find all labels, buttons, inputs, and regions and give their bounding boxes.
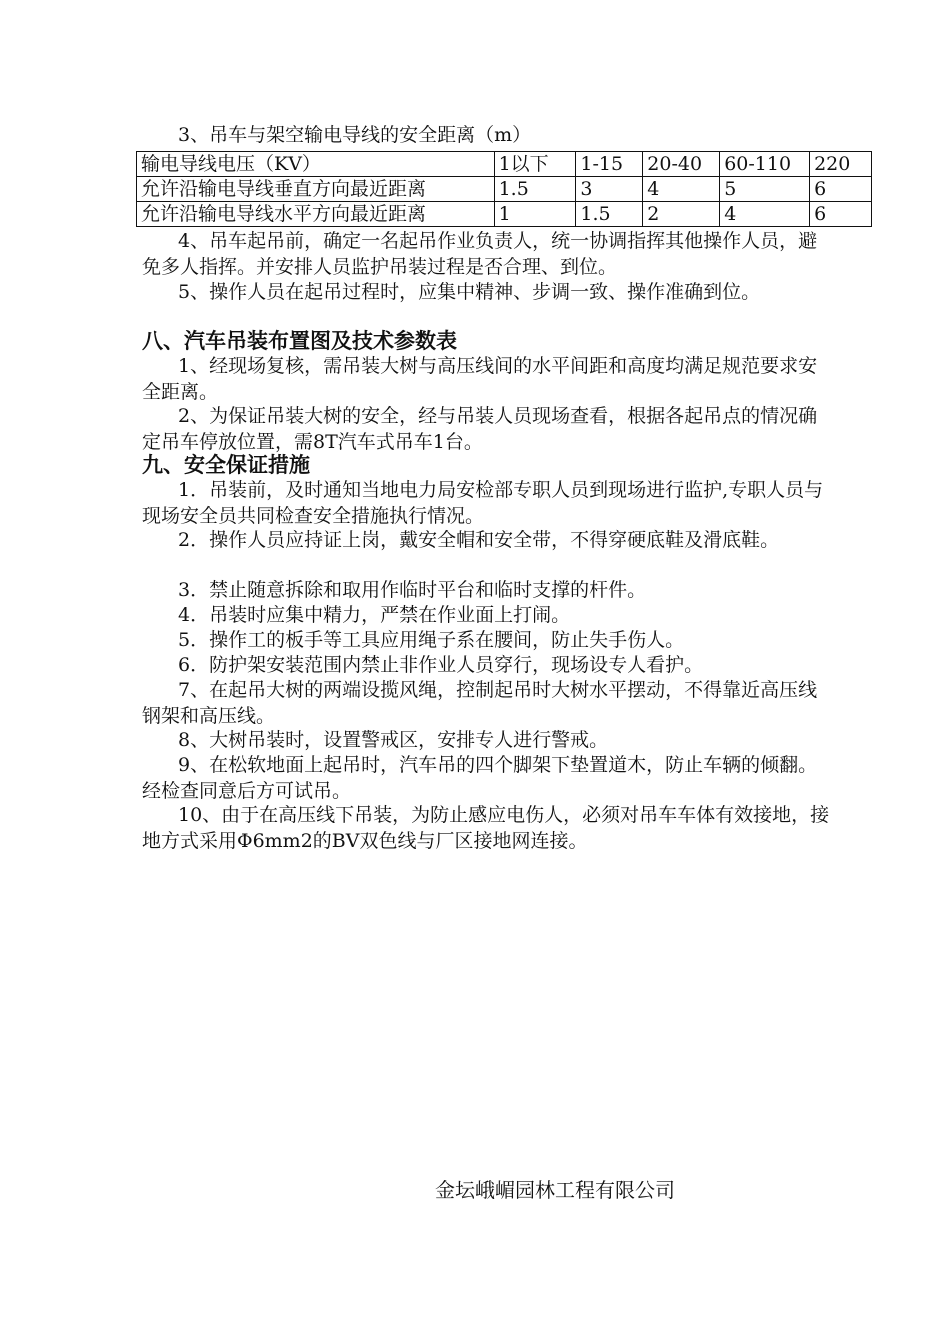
item4-paragraph: 4、吊车起吊前，确定一名起吊作业负责人，统一协调指挥其他操作人员，避免多人指挥。并安排人员监护吊装过程是否合理、到位。 bbox=[142, 230, 818, 278]
section9-item-5: 5．操作工的板手等工具应用绳子系在腰间，防止失手伤人。 bbox=[178, 629, 685, 651]
table-cell: 5 bbox=[720, 177, 810, 202]
item3-title: 3、吊车与架空输电导线的安全距离（m） bbox=[178, 124, 532, 146]
section9-item-10: 10、由于在高压线下吊装，为防止感应电伤人，必须对吊车车体有效接地，接地方式采用Φ6mm2的BV双色线与厂区接地网连接。 bbox=[142, 804, 830, 852]
section8-heading: 八、汽车吊装布置图及技术参数表 bbox=[142, 328, 457, 353]
table-cell: 4 bbox=[643, 177, 720, 202]
table-cell: 1-15 bbox=[576, 152, 643, 177]
safety-distance-table bbox=[136, 151, 872, 227]
section9-item-6: 6．防护架安装范围内禁止非作业人员穿行，现场设专人看护。 bbox=[178, 654, 704, 676]
table-cell: 4 bbox=[720, 202, 810, 227]
section9-item-4: 4．吊装时应集中精力，严禁在作业面上打闹。 bbox=[178, 604, 571, 626]
section9-item-3: 3．禁止随意拆除和取用作临时平台和临时支撑的杆件。 bbox=[178, 579, 647, 601]
table-cell: 1 bbox=[494, 202, 576, 227]
table-cell: 输电导线电压（KV） bbox=[137, 152, 495, 177]
table-cell: 1.5 bbox=[576, 202, 643, 227]
table-cell: 允许沿输电导线垂直方向最近距离 bbox=[137, 177, 495, 202]
table-cell: 60-110 bbox=[720, 152, 810, 177]
section9-item-1: 1．吊装前，及时通知当地电力局安检部专职人员到现场进行监护,专职人员与现场安全员共同检查安全措施执行情况。 bbox=[142, 479, 824, 527]
section8-item-2: 2、为保证吊装大树的安全，经与吊装人员现场查看，根据各起吊点的情况确定吊车停放位置，需8T汽车式吊车1台。 bbox=[142, 405, 818, 453]
table-cell: 1以下 bbox=[494, 152, 576, 177]
table-cell: 6 bbox=[810, 202, 872, 227]
section8-item-1: 1、经现场复核，需吊装大树与高压线间的水平间距和高度均满足规范要求安全距离。 bbox=[142, 355, 818, 403]
section9-item-2: 2．操作人员应持证上岗，戴安全帽和安全带，不得穿硬底鞋及滑底鞋。 bbox=[178, 529, 780, 551]
section9-item-7: 7、在起吊大树的两端设揽风绳，控制起吊时大树水平摆动，不得靠近高压线钢架和高压线。 bbox=[142, 679, 818, 727]
item5-paragraph: 5、操作人员在起吊过程时，应集中精神、步调一致、操作准确到位。 bbox=[178, 281, 761, 303]
section9-item-8: 8、大树吊装时，设置警戒区，安排专人进行警戒。 bbox=[178, 729, 609, 751]
company-signature: 金坛峨嵋园林工程有限公司 bbox=[435, 1178, 675, 1202]
table-row bbox=[137, 202, 872, 227]
table-cell: 6 bbox=[810, 177, 872, 202]
section9-item-9: 9、在松软地面上起吊时，汽车吊的四个脚架下垫置道木，防止车辆的倾翻。经检查同意后方可试吊。 bbox=[142, 754, 818, 802]
table-row bbox=[137, 152, 872, 177]
table-cell: 220 bbox=[810, 152, 872, 177]
table-cell: 1.5 bbox=[494, 177, 576, 202]
table-cell: 2 bbox=[643, 202, 720, 227]
table-cell: 20-40 bbox=[643, 152, 720, 177]
section9-heading: 九、安全保证措施 bbox=[142, 452, 310, 477]
table-row bbox=[137, 177, 872, 202]
table-cell: 3 bbox=[576, 177, 643, 202]
table-cell: 允许沿输电导线水平方向最近距离 bbox=[137, 202, 495, 227]
